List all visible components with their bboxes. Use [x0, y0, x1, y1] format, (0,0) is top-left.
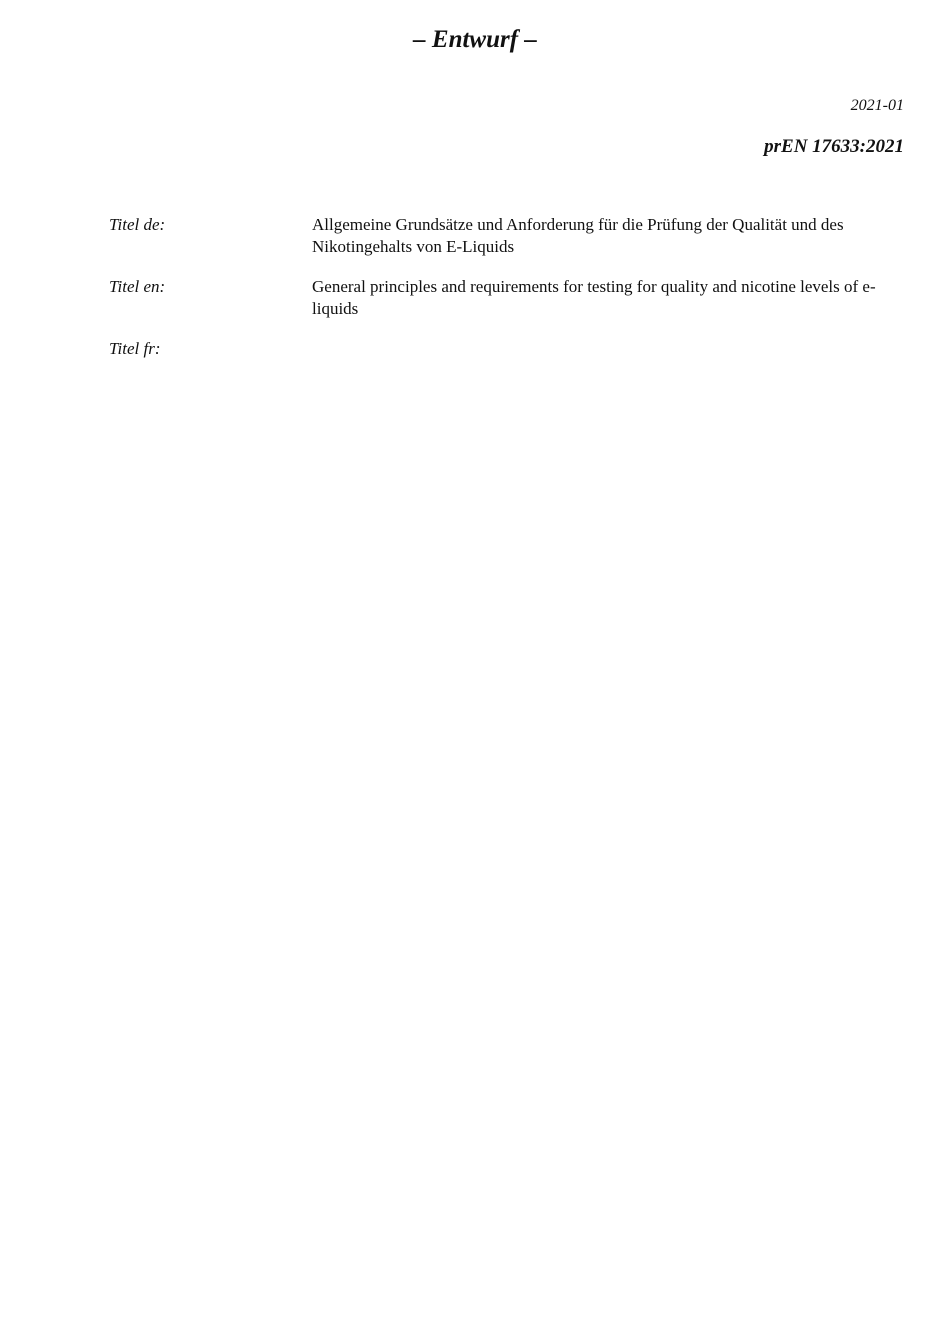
- title-row-de: [109, 214, 904, 258]
- title-label-en: Titel en:: [109, 277, 166, 296]
- draft-heading: – Entwurf –: [413, 26, 537, 53]
- title-label-de: Titel de:: [109, 215, 166, 234]
- document-date: 2021-01: [850, 97, 904, 114]
- title-row-fr: [109, 338, 904, 360]
- title-value-de: Allgemeine Grundsätze und Anforderung für die Prüfung der Qualität und des Nikotingehalts von E-Liquids: [312, 215, 844, 256]
- document-number: prEN 17633:2021: [764, 136, 904, 157]
- title-row-en: [109, 276, 904, 320]
- title-value-en: General principles and requirements for testing for quality and nicotine levels of e-liquids: [312, 277, 876, 318]
- title-label-fr: Titel fr:: [109, 339, 161, 358]
- title-value-fr: [312, 338, 904, 360]
- titles-section: [109, 214, 904, 378]
